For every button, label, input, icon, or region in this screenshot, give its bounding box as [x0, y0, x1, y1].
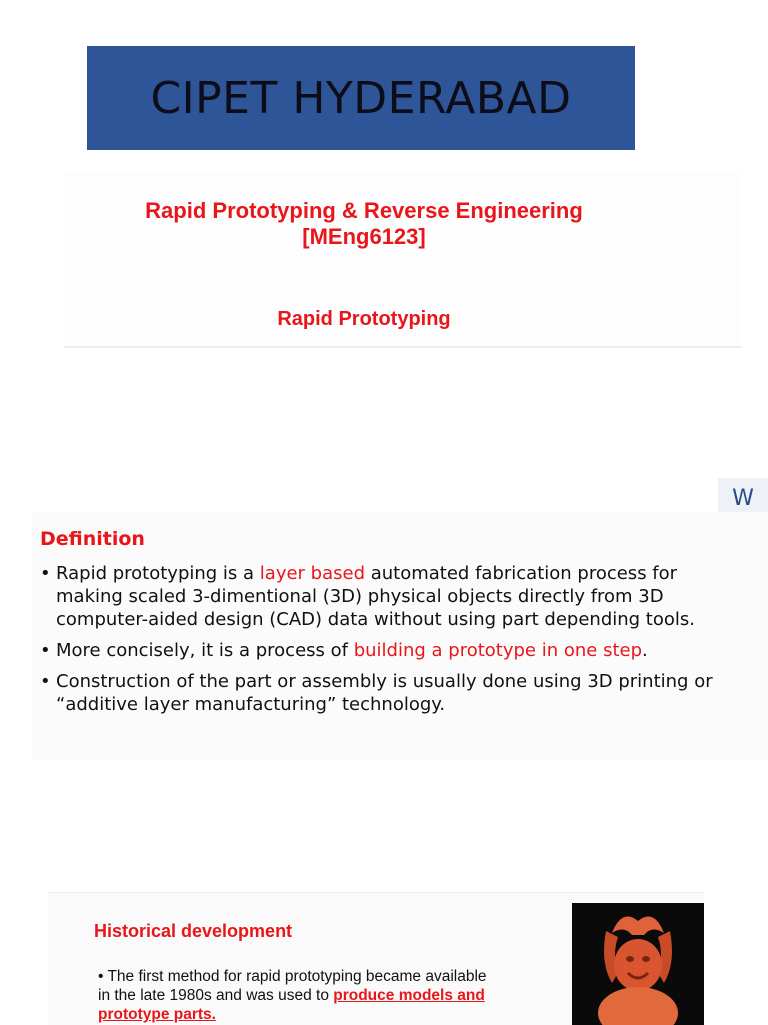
- slide-definition: [32, 512, 768, 760]
- history-text: [98, 967, 498, 1024]
- slide-subtitle: Rapid Prototyping: [277, 308, 451, 330]
- list-item: [40, 639, 740, 662]
- slide-title: [64, 172, 742, 348]
- course-title-line1: Rapid Prototyping & Reverse Engineering: [145, 198, 583, 223]
- statue-icon: [572, 903, 704, 1025]
- prototype-statue-image: [572, 903, 704, 1025]
- bullet-highlight: building a prototype in one step: [353, 640, 643, 661]
- bullet-text: More concisely, it is a process of: [56, 640, 354, 661]
- definition-list: [40, 562, 740, 724]
- bullet-text: Rapid prototyping is a: [56, 563, 260, 584]
- course-title: [64, 198, 664, 250]
- history-heading: Historical development: [94, 921, 293, 941]
- word-icon-glyph: W: [732, 485, 754, 511]
- banner-title: CIPET HYDERABAD: [150, 72, 572, 124]
- bullet-text: automated fabrication process for making scaled 3-dimentional (3D) physical objects directly from 3D computer-aided design (CAD) data without using part depending tools.: [56, 563, 695, 630]
- title-banner: [87, 46, 635, 150]
- bullet-highlight: layer based: [259, 563, 365, 584]
- history-highlight: produce models and prototype parts.: [98, 987, 485, 1023]
- history-body: • The first method for rapid prototyping became available in the late 1980s and was used to: [98, 968, 487, 1004]
- bullet-text: .: [642, 640, 648, 661]
- list-item: [40, 562, 740, 631]
- definition-heading: Definition: [40, 528, 145, 550]
- slide-history: [48, 892, 704, 1025]
- bullet-text: Construction of the part or assembly is usually done using 3D printing or “additive layer manufacturing” technology.: [56, 671, 713, 715]
- course-code: [MEng6123]: [302, 224, 426, 249]
- list-item: [40, 670, 740, 716]
